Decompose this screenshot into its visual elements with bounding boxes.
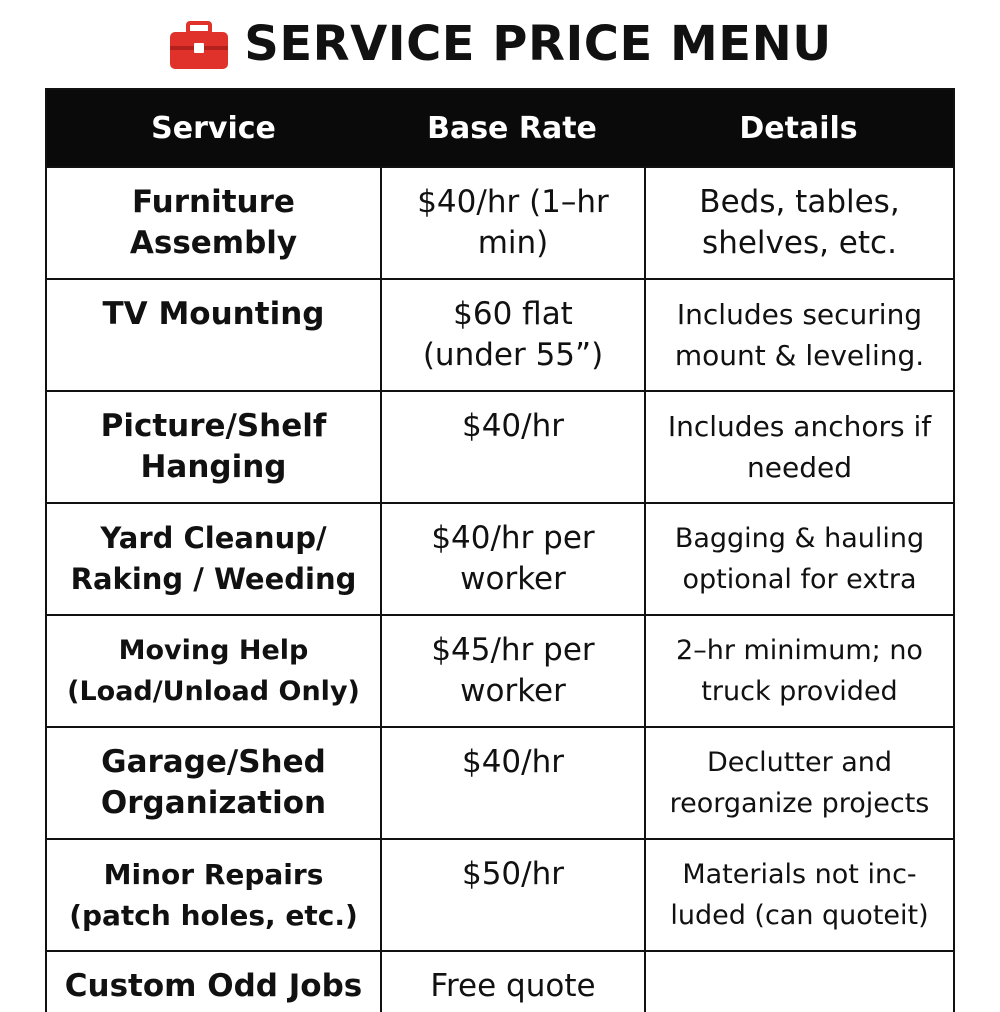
page-header [0,0,1000,88]
service-cell: Garage/Shed Organization [100,744,327,821]
service-cell: TV Mounting [102,296,325,332]
service-cell: Minor Repairs (patch holes, etc.) [69,858,358,932]
details-cell: Includes securing mount & leveling. [644,280,953,390]
rate-cell: $50/hr [380,840,644,950]
details-cell: Declutter and reorganize projects [644,728,953,838]
table-row [47,502,953,614]
rate-cell: $40/hr per worker [380,504,644,614]
table-row [47,950,953,1012]
price-table [45,88,955,1012]
details-cell: Materials not inc- luded (can quoteit) [644,840,953,950]
table-row [47,166,953,278]
details-cell: 2–hr minimum; no truck provided [644,616,953,726]
column-header-details: Details [739,110,858,146]
rate-cell: $40/hr [380,392,644,502]
service-cell: Furniture Assembly [129,184,298,261]
toolbox-icon [168,21,230,71]
details-cell: Bagging & hauling optional for extra [644,504,953,614]
column-header-base-rate: Base Rate [427,110,597,146]
service-cell: Yard Cleanup/ Raking / Weeding [70,521,357,596]
page-title: SERVICE PRICE MENU [244,16,832,72]
service-cell: Picture/Shelf Hanging [100,408,327,485]
table-header-row [47,90,953,166]
column-header-service: Service [151,110,276,146]
table-row [47,278,953,390]
table-row [47,390,953,502]
service-cell: Moving Help (Load/Unload Only) [67,635,360,707]
details-cell [644,952,953,1012]
details-cell: Beds, tables, shelves, etc. [644,168,953,278]
rate-cell: Free quote [380,952,644,1012]
table-row [47,726,953,838]
rate-cell: $40/hr (1–hr min) [380,168,644,278]
service-cell: Custom Odd Jobs [64,968,363,1004]
rate-cell: $40/hr [380,728,644,838]
rate-cell: $45/hr per worker [380,616,644,726]
table-row [47,614,953,726]
details-cell: Includes anchors if needed [644,392,953,502]
table-row [47,838,953,950]
rate-cell: $60 flat (under 55”) [380,280,644,390]
